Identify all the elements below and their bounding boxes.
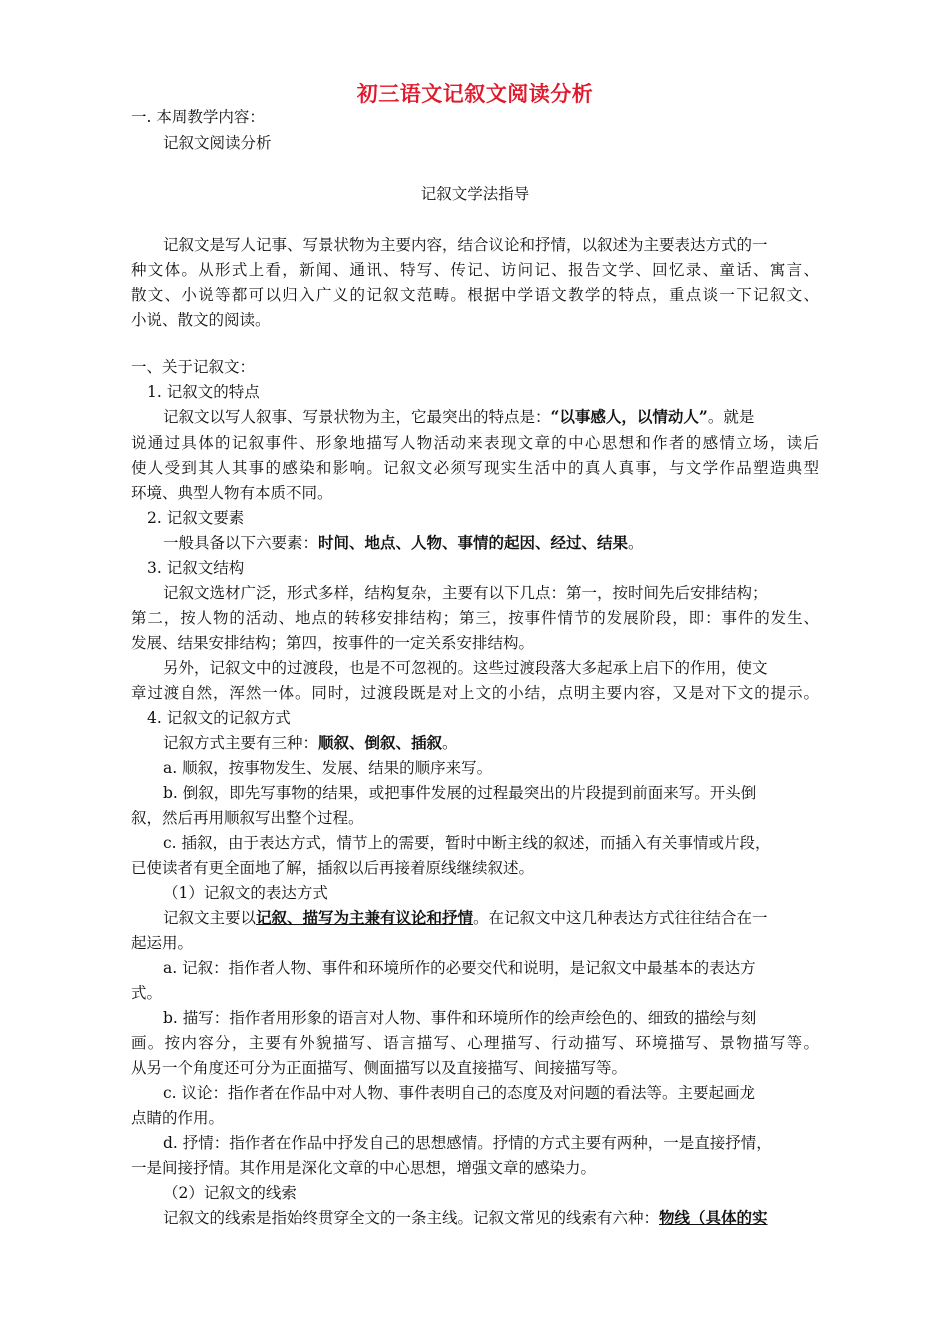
text-line: 章过渡自然，浑然一体。同时，过渡段既是对上文的小结，点明主要内容，又是对下文的提示。 xyxy=(131,684,819,702)
text-line xyxy=(163,908,768,928)
text-line: d. 抒情：指作者在作品中抒发自己的思想感情。抒情的方式主要有两种，一是直接抒情， xyxy=(163,1134,772,1152)
text-line: c. 议论：指作者在作品中对人物、事件表明自己的态度及对问题的看法等。主要起画龙 xyxy=(163,1084,756,1102)
text-span: 记叙方式主要有三种： xyxy=(163,734,319,752)
section-heading: 一. 本周教学内容： xyxy=(131,108,265,126)
section-heading: 一、关于记叙文： xyxy=(131,358,256,376)
subsection-heading: （1）记叙文的表达方式 xyxy=(163,884,328,902)
text-line xyxy=(163,407,754,427)
subsection-heading: （2）记叙文的线索 xyxy=(163,1184,297,1202)
text-line: 另外，记叙文中的过渡段，也是不可忽视的。这些过渡段落大多起承上启下的作用，使文 xyxy=(163,659,768,677)
text-line xyxy=(163,733,458,753)
text-line: 从另一个角度还可分为正面描写、侧面描写以及直接描写、间接描写等。 xyxy=(131,1059,628,1077)
subsection-heading: 2. 记叙文要素 xyxy=(147,509,245,527)
text-line: 记叙文阅读分析 xyxy=(163,134,272,152)
text-span: 。就是 xyxy=(707,408,755,426)
text-span: 。 xyxy=(628,534,644,552)
text-line: 环境、典型人物有本质不同。 xyxy=(131,484,333,502)
text-line: 起运用。 xyxy=(131,934,194,952)
text-line xyxy=(163,1208,768,1228)
text-line: 已使读者有更全面地了解，插叙以后再接着原线继续叙述。 xyxy=(131,859,535,877)
text-span: 记叙文主要以 xyxy=(163,909,257,927)
text-line: 画。按内容分，主要有外貌描写、语言描写、心理描写、行动描写、环境描写、景物描写等。 xyxy=(131,1034,819,1052)
text-span: 。 xyxy=(442,734,458,752)
document-title: 初三语文记叙文阅读分析 xyxy=(356,82,594,106)
text-span: 记叙文的线索是指始终贯穿全文的一条主线。记叙文常见的线索有六种： xyxy=(163,1209,660,1227)
text-line: 说通过具体的记叙事件、形象地描写人物活动来表现文章的中心思想和作者的感情立场，读后 xyxy=(131,434,819,452)
text-line xyxy=(163,533,644,553)
bold-span: 时间、地点、人物、事情的起因、经过、结果 xyxy=(318,533,629,552)
subtitle: 记叙文学法指导 xyxy=(420,185,530,203)
text-line: 种文体。从形式上看，新闻、通讯、特写、传记、访问记、报告文学、回忆录、童话、寓言、 xyxy=(131,261,819,279)
bold-underline-span: 物线（具体的实 xyxy=(659,1208,768,1227)
text-line: 记叙文选材广泛，形式多样，结构复杂，主要有以下几点：第一，按时间先后安排结构； xyxy=(163,584,768,602)
text-line: b. 描写：指作者用形象的语言对人物、事件和环境所作的绘声绘色的、细致的描绘与刻 xyxy=(163,1009,757,1027)
text-line: 小说、散文的阅读。 xyxy=(131,311,271,329)
text-line: 点睛的作用。 xyxy=(131,1109,225,1127)
subsection-heading: 1. 记叙文的特点 xyxy=(147,383,260,401)
bold-span: 顺叙、倒叙、插叙 xyxy=(318,733,443,752)
text-span: 一般具备以下六要素： xyxy=(163,534,319,552)
text-line: c. 插叙，由于表达方式，情节上的需要，暂时中断主线的叙述，而插入有关事情或片段， xyxy=(163,834,771,852)
text-line: 一是间接抒情。其作用是深化文章的中心思想，增强文章的感染力。 xyxy=(131,1159,597,1177)
bold-underline-span: 记叙、描写为主兼有议论和抒情 xyxy=(256,908,474,927)
subsection-heading: 4. 记叙文的记叙方式 xyxy=(147,709,291,727)
text-line: 散文、小说等都可以归入广义的记叙文范畴。根据中学语文教学的特点，重点谈一下记叙文、 xyxy=(131,286,819,304)
text-line: 叙，然后再用顺叙写出整个过程。 xyxy=(131,809,364,827)
text-line: b. 倒叙，即先写事物的结果，或把事件发展的过程最突出的片段提到前面来写。开头倒 xyxy=(163,784,757,802)
subsection-heading: 3. 记叙文结构 xyxy=(147,559,245,577)
text-line: a. 顺叙，按事物发生、发展、结果的顺序来写。 xyxy=(163,759,493,777)
text-line: 式。 xyxy=(131,984,163,1002)
text-line: 第二，按人物的活动、地点的转移安排结构；第三，按事件情节的发展阶段，即：事件的发生、 xyxy=(131,609,819,627)
bold-span: “以事感人，以情动人” xyxy=(550,407,708,426)
text-span: 记叙文以写人叙事、写景状物为主，它最突出的特点是： xyxy=(163,408,551,426)
text-span: 。在记叙文中这几种表达方式往往结合在一 xyxy=(473,909,768,927)
text-line: 使人受到其人其事的感染和影响。记叙文必须写现实生活中的真人真事，与文学作品塑造典型 xyxy=(131,459,819,477)
text-line: 发展、结果安排结构；第四，按事件的一定关系安排结构。 xyxy=(131,634,535,652)
text-line: a. 记叙：指作者人物、事件和环境所作的必要交代和说明，是记叙文中最基本的表达方 xyxy=(163,959,756,977)
text-line: 记叙文是写人记事、写景状物为主要内容，结合议论和抒情，以叙述为主要表达方式的一 xyxy=(163,236,768,254)
